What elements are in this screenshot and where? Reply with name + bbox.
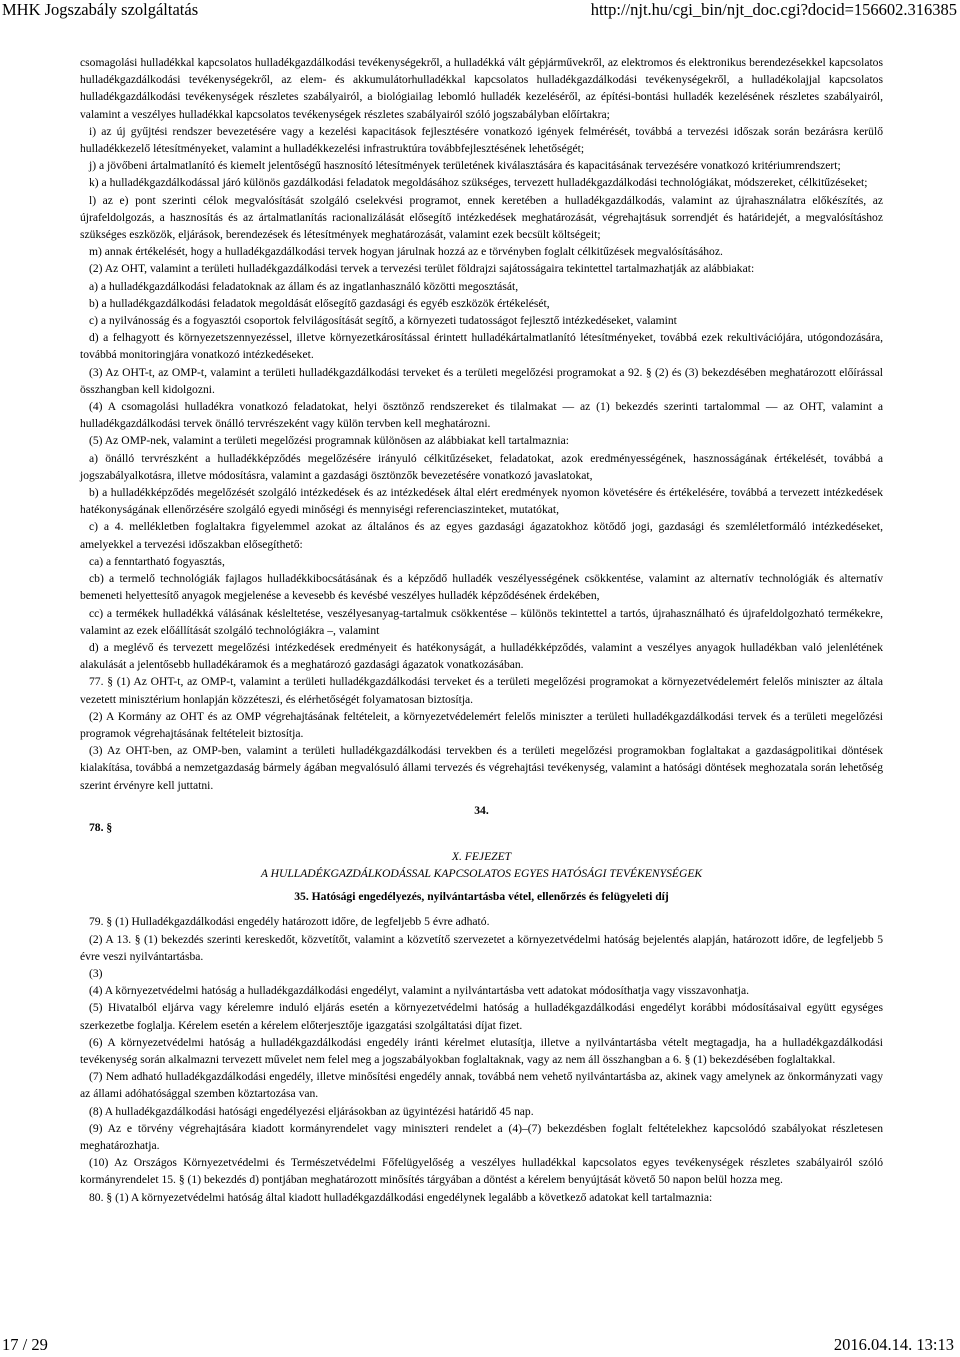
section-77-1: 77. § (1) Az OHT-t, az OMP-t, valamint a területi hulladékgazdálkodási terveket és a területi megelőzési programokat a környezetvédelemért felelős miniszter az általa vezetett minisztérium honlapján közzéteszi, és elérhetőségét folyamatosan biztosítja. (80, 675, 883, 706)
section-77-2: (2) A Kormány az OHT és az OMP végrehajtásának feltételeit, a környezetvédelemért felelős miniszter a területi hulladékgazdálkodási tervek és a területi megelőzési programok végrehajtásának feltételeit biztosítja. (80, 709, 883, 740)
heading-78: 78. § (89, 820, 113, 834)
section-79-1: 79. § (1) Hulladékgazdálkodási engedély határozott időre, de legfeljebb 5 évre adható. (89, 915, 490, 929)
heading-34: 34. (474, 803, 489, 817)
section-35-heading: 35. Hatósági engedélyezés, nyilvántartásba vétel, ellenőrzés és felügyeleti díj (294, 890, 669, 904)
document-body (80, 54, 883, 1206)
page-footer (0, 1333, 960, 1357)
point-5a: a) önálló tervrészként a hulladékképződés megelőzésére irányuló célkitűzéseket, feladatokat, azok eredményességének, hasznosságának értékelését, továbbá a jogszabályalkotásra, illetve módosításra, valamint a gazdasági ösztönzők bevezetésére vonatkozó javaslatokat, (80, 451, 883, 482)
heading-block-78 (80, 802, 883, 836)
header-url[interactable]: http://njt.hu/cgi_bin/njt_doc.cgi?docid=156602.316385 (590, 0, 957, 19)
header-source: MHK Jogszabály szolgáltatás (2, 0, 199, 19)
point-2a: a) a hulladékgazdálkodási feladatoknak az állam és az ingatlanhasználó közötti megosztását, (89, 279, 519, 293)
para-76-2: (2) Az OHT, valamint a területi hulladékgazdálkodási tervek a tervezési terület földrajzi sajátosságaira tekintettel tartalmazhatják az alábbiakat: (89, 262, 755, 276)
section-79-8: (8) A hulladékgazdálkodási hatósági engedélyezési eljárásokban az ügyintézési határidő 45 nap. (89, 1104, 534, 1118)
section-79-2: (2) A 13. § (1) bekezdés szerinti kereskedőt, közvetítőt, valamint a közvetítő szervezetet a környezetvédelmi hatóság bejelentés alapján, határozott időre, de legfeljebb 5 évre veszi nyilvántartásba. (80, 932, 883, 963)
point-j: j) a jövőbeni ártalmatlanító és kiemelt jelentőségű hasznosító létesítmények területének kiválasztására és kapacitásának tervezésére vonatkozó kritériumrendszert; (89, 159, 841, 173)
section-79-3: (3) (89, 966, 103, 980)
point-i: i) az új gyűjtési rendszer bevezetésére vagy a kezelési kapacitások fejlesztésére vonatkozó igények felmérését, továbbá a tervezési időszak során bezárásra kerülő hulladékkezelő létesítményeket, valamint a hulladékkezelési infrastruktúra továbbfejlesztésének lehetőségét; (80, 124, 883, 156)
section-79-10: (10) Az Országos Környezetvédelmi és Természetvédelmi Főfelügyelőség a veszélyes hulladékkal kapcsolatos egyes tevékenységek részletes szabályairól szóló kormányrendelet 15. § (1) bekezdés d) pontjában meghatározott minősítés tárgyában a döntést a kérelem benyújtását követő 50 napon belül hozza meg. (80, 1156, 883, 1187)
point-2c: c) a nyilvánosság és a fogyasztói csoportok felvilágosítását segítő, a környezeti tudatosságot fejlesztő intézkedéseket, valamint (89, 314, 677, 328)
point-m: m) annak értékelését, hogy a hulladékgazdálkodási tervek hogyan járulnak hozzá az e törvényben foglalt célkitűzések megvalósításához. (89, 245, 723, 259)
point-l: l) az e) pont szerinti célok megvalósítását szolgáló cselekvési programot, ennek keretében a hulladékgazdálkodás, valamint az újrahasználatra előkészítés, az újrafeldolgozás, a hasznosítás és az ártalmatlanítás racionalizálását elősegítő intézkedések meghatározását, végrehajtásuk sorrendjét és határidejét, a megvalósításhoz szükséges eszközök, eljárások, berendezések és létesítmények meghatározását, valamint ezek becsült költségeit; (80, 193, 883, 242)
point-cb: cb) a termelő technológiák fajlagos hulladékkibocsátásának és a képződő hulladék veszélyességének csökkentése, valamint az alternatív technológiák és alternatív bemeneti helyettesítő anyagok megjelenése a kevesebb és kevésbé veszélyes hulladék képződésének érdekében, (80, 572, 883, 603)
section-80-1: 80. § (1) A környezetvédelmi hatóság által kiadott hulladékgazdálkodási engedélynek legalább a következő adatokat kell tartalmaznia: (89, 1190, 713, 1204)
section-79-5: (5) Hivatalból eljárva vagy kérelemre induló eljárás esetén a környezetvédelmi hatóság a hulladékgazdálkodási engedélyt korábbi módosításaival együtt egységes szerkezetbe foglalja. Kérelem esetén a kérelem előterjesztője igazgatási szolgáltatási díjat fizet. (80, 1001, 883, 1032)
point-5d: d) a meglévő és tervezett megelőzési intézkedések eredményeit és hatékonyságát, a hulladékképződés, valamint a veszélyes anyagok hulladékban való jelenlétének alakulását a jelentősebb hulladékáramok és a meghatározó gazdasági ágazatok vonatkozásában. (80, 640, 883, 672)
point-2b: b) a hulladékgazdálkodási feladatok megoldását elősegítő gazdasági és egyéb eszközök értékelését, (89, 296, 550, 310)
section-77-3: (3) Az OHT-ben, az OMP-ben, valamint a területi hulladékgazdálkodási tervekben és a területi megelőzési programokban foglaltakat a gazdaságpolitikai döntések kialakítása, továbbá a nemzetgazdaság bármely ágában megvalósuló állami tervezés és végrehajtási tevékenység, valamint a hatósági döntések meghozatala során lehetőség szerint érvényre kell juttatni. (80, 744, 883, 792)
page-number: 17 / 29 (2, 1335, 48, 1354)
point-ca: ca) a fenntartható fogyasztás, (89, 554, 225, 568)
section-79-4: (4) A környezetvédelmi hatóság a hulladékgazdálkodási engedélyt, valamint a nyilvántartásba vett adatokat módosíthatja vagy visszavonhatja. (89, 984, 749, 998)
chapter-title: A HULLADÉKGAZDÁLKODÁSSAL KAPCSOLATOS EGYES HATÓSÁGI TEVÉKENYSÉGEK (260, 866, 703, 880)
section-79-9: (9) Az e törvény végrehajtására kiadott kormányrendelet vagy miniszteri rendelet a (4)–(7) bekezdésben foglalt feltételekhez kapcsolódó szabályokat részletesen meghatározhatja. (80, 1121, 883, 1152)
point-5c: c) a 4. mellékletben foglaltakra figyelemmel azokat az általános és az egyes gazdasági ágazatokhoz kötődő jogi, gazdasági és szemléletformáló intézkedéseket, amelyekkel a tervezési időszakban elősegíthető: (80, 520, 883, 551)
section-79-6: (6) A környezetvédelmi hatóság a hulladékgazdálkodási engedély iránti kérelmet elutasítja, illetve a nyilvántartásba vételt megtagadja, ha a hulladékgazdálkodási tevékenység során alkalmazni tervezett művelet nem felel meg a jogszabályokban foglaltaknak, vagy az nem áll összhangban a 6. § (1) bekezdésében foglaltakkal. (80, 1035, 883, 1066)
section-79-7: (7) Nem adható hulladékgazdálkodási engedély, illetve minősítési engedély annak, továbbá nem vehető nyilvántartásba az, akinek vagy amelynek az önkormányzati vagy az állami adóhatósággal szemben köztartozása van. (80, 1070, 883, 1101)
para-76-4: (4) A csomagolási hulladékra vonatkozó feladatokat, helyi ösztönző rendszereket és tilalmakat — az (1) bekezdés szerinti tartalommal — az OHT, valamint a hulladékgazdálkodási tervek önálló tervrészeként vagy külön tervben kell meghatározni. (80, 400, 883, 431)
page-header (0, 0, 960, 26)
para-76-5: (5) Az OMP-nek, valamint a területi megelőzési programnak különösen az alábbiakat kell tartalmaznia: (89, 434, 570, 448)
paragraph-continuation: csomagolási hulladékkal kapcsolatos hulladékgazdálkodási tevékenységekről, a hulladékká vált gépjárművekről, az elektromos és elektronikus berendezésekkel kapcsolatos hulladékgazdálkodási tevékenységekről, az elem- és akkumulátorhulladékkal kapcsolatos hulladékgazdálkodási tevékenységekről, a hulladékolajjal kapcsolatos hulladékgazdálkodási tevékenységek részletes szabályairól, a biológiailag lebomló hulladék kezeléséről, az építési-bontási hulladék kezelésének részletes szabályairól, valamint a veszélyes hulladékkal kapcsolatos tevékenységek részletes szabályairól szóló jogszabályban előírtakra; (80, 56, 883, 121)
chapter-heading: X. FEJEZET (451, 849, 512, 863)
print-datetime: 2016.04.14. 13:13 (833, 1335, 954, 1354)
para-76-3: (3) Az OHT-t, az OMP-t, valamint a területi hulladékgazdálkodási terveket és a területi megelőzési programokat a 92. § (2) és (3) bekezdésében meghatározott előírással összhangban kell kidolgozni. (80, 365, 883, 396)
point-5b: b) a hulladékképződés megelőzését szolgáló intézkedések és az intézkedések által elért eredmények nyomon követésére és értékelésére, továbbá a tervezett intézkedések hatékonyságának ellenőrzésére szolgáló egyedi minőségi és mennyiségi referenciaszinteket, mutatókat, (80, 486, 883, 517)
point-k: k) a hulladékgazdálkodással járó különös gazdálkodási feladatok megoldásához szükséges, tervezett hulladékgazdálkodási technológiákat, módszereket, célkitűzéseket; (89, 176, 868, 190)
point-cc: cc) a termékek hulladékká válásának késleltetése, veszélyesanyag-tartalmuk csökkentése – különös tekintettel a tartós, újrahasználható és újrafeldolgozható termékekre, valamint az ezek előállítását szolgáló technológiákra –, valamint (80, 606, 883, 637)
point-2d: d) a felhagyott és környezetszennyezéssel, illetve környezetkárosítással érintett hulladékártalmatlanító létesítményeket, továbbá ezek rekultivációjára, utógondozására, továbbá monitoringjára vonatkozó intézkedéseket. (80, 331, 883, 362)
